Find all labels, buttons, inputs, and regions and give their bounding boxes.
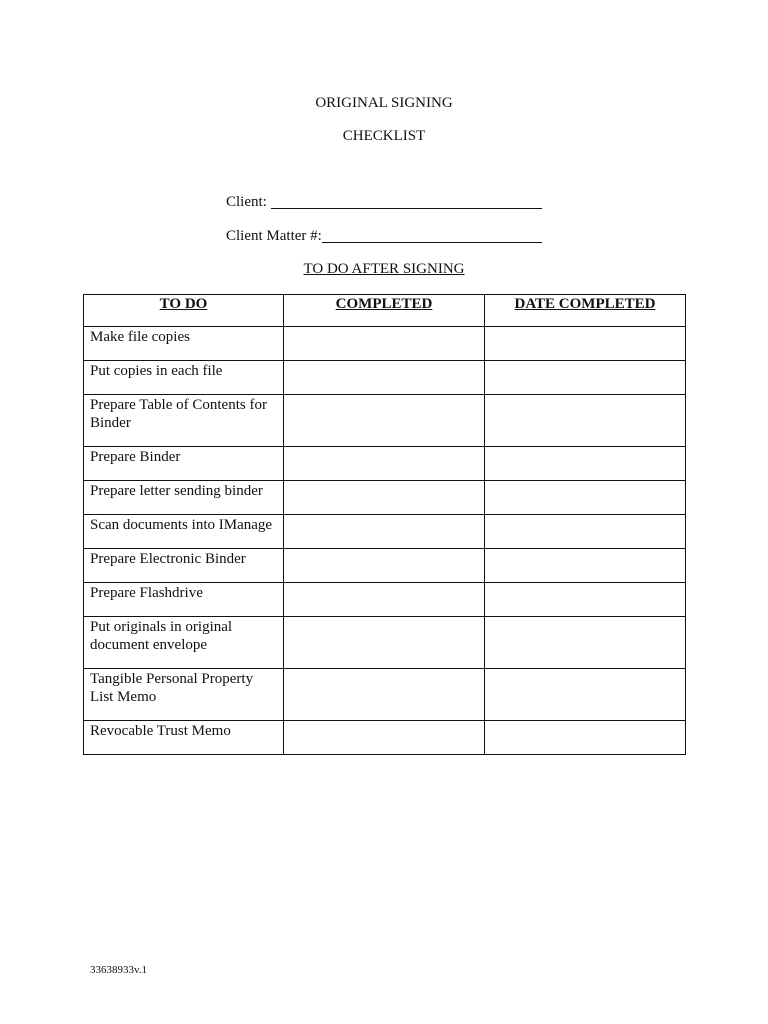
completed-cell[interactable] xyxy=(284,617,485,669)
todo-cell: Tangible Personal Property List Memo xyxy=(84,669,284,721)
header-completed: COMPLETED xyxy=(284,295,485,327)
table-header-row xyxy=(84,295,686,327)
header-date-completed: DATE COMPLETED xyxy=(485,295,686,327)
date-completed-cell[interactable] xyxy=(485,617,686,669)
date-completed-cell[interactable] xyxy=(485,481,686,515)
todo-cell: Scan documents into IManage xyxy=(84,515,284,549)
todo-cell: Prepare Flashdrive xyxy=(84,583,284,617)
table-row xyxy=(84,327,686,361)
date-completed-cell[interactable] xyxy=(485,447,686,481)
client-label: Client: xyxy=(226,194,267,210)
table-row xyxy=(84,617,686,669)
document-title-line-1: ORIGINAL SIGNING xyxy=(315,95,453,111)
date-completed-cell[interactable] xyxy=(485,721,686,755)
completed-cell[interactable] xyxy=(284,721,485,755)
completed-cell[interactable] xyxy=(284,515,485,549)
completed-cell[interactable] xyxy=(284,669,485,721)
date-completed-cell[interactable] xyxy=(485,549,686,583)
todo-cell: Prepare Electronic Binder xyxy=(84,549,284,583)
table-row xyxy=(84,481,686,515)
date-completed-cell[interactable] xyxy=(485,327,686,361)
completed-cell[interactable] xyxy=(284,327,485,361)
table-row xyxy=(84,395,686,447)
table-row xyxy=(84,721,686,755)
date-completed-cell[interactable] xyxy=(485,515,686,549)
completed-cell[interactable] xyxy=(284,583,485,617)
todo-cell: Make file copies xyxy=(84,327,284,361)
client-matter-label: Client Matter #: xyxy=(226,228,322,244)
completed-cell[interactable] xyxy=(284,549,485,583)
header-todo: TO DO xyxy=(84,295,284,327)
todo-cell: Prepare letter sending binder xyxy=(84,481,284,515)
todo-cell: Prepare Table of Contents for Binder xyxy=(84,395,284,447)
table-row xyxy=(84,669,686,721)
table-row xyxy=(84,447,686,481)
date-completed-cell[interactable] xyxy=(485,361,686,395)
date-completed-cell[interactable] xyxy=(485,395,686,447)
document-footer-code: 33638933v.1 xyxy=(90,964,148,976)
client-matter-field xyxy=(226,227,322,245)
client-field xyxy=(226,193,267,211)
table-row xyxy=(84,583,686,617)
todo-cell: Revocable Trust Memo xyxy=(84,721,284,755)
table-row xyxy=(84,549,686,583)
todo-cell: Put copies in each file xyxy=(84,361,284,395)
date-completed-cell[interactable] xyxy=(485,669,686,721)
client-matter-blank-line[interactable] xyxy=(322,242,542,243)
todo-cell: Put originals in original document envelope xyxy=(84,617,284,669)
completed-cell[interactable] xyxy=(284,447,485,481)
table-row xyxy=(84,361,686,395)
document-title-line-2: CHECKLIST xyxy=(342,128,426,144)
completed-cell[interactable] xyxy=(284,395,485,447)
section-heading: TO DO AFTER SIGNING xyxy=(303,261,465,277)
todo-cell: Prepare Binder xyxy=(84,447,284,481)
completed-cell[interactable] xyxy=(284,361,485,395)
completed-cell[interactable] xyxy=(284,481,485,515)
client-blank-line[interactable] xyxy=(271,208,542,209)
table-row xyxy=(84,515,686,549)
checklist-table xyxy=(83,294,686,755)
date-completed-cell[interactable] xyxy=(485,583,686,617)
